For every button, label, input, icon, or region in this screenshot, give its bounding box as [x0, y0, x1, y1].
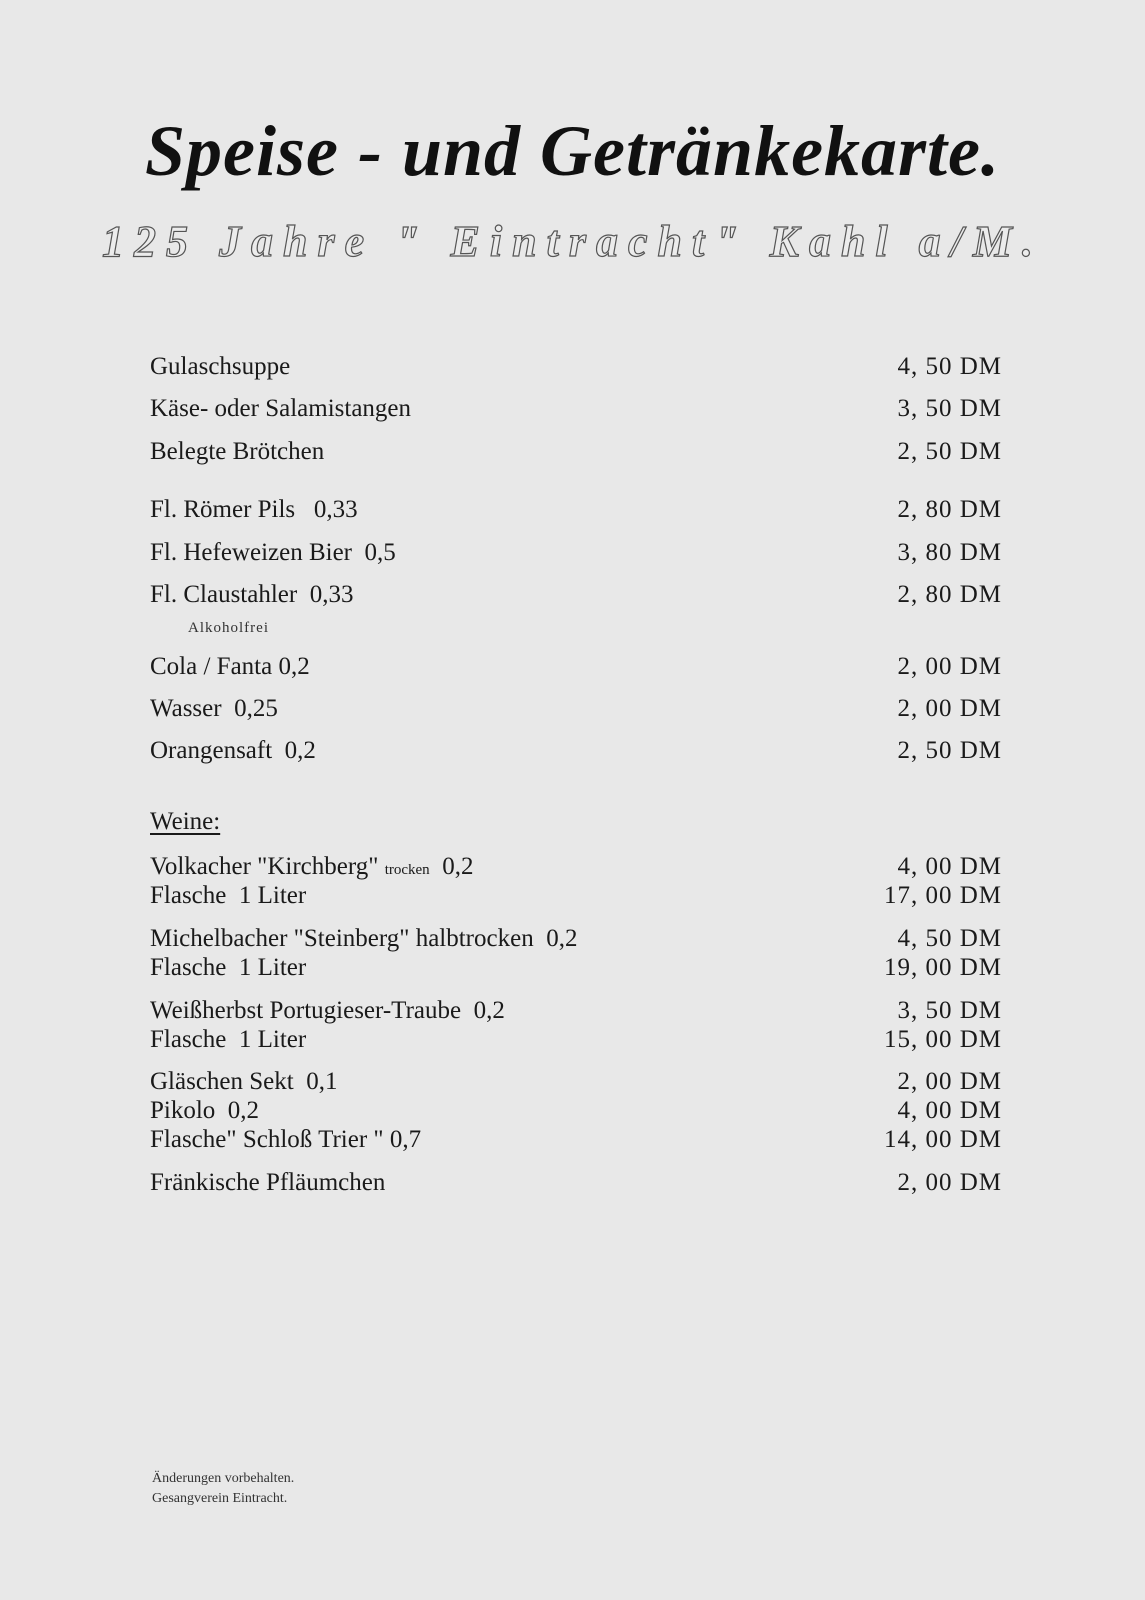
item-name: Flasche 1 Liter [150, 882, 307, 909]
menu-row [150, 924, 1002, 954]
menu-row [150, 1067, 1002, 1097]
item-price: 4, 50 DM [897, 353, 1002, 380]
item-name: Fl. Claustahler 0,33 [150, 581, 354, 608]
item-name: Fl. Hefeweizen Bier 0,5 [150, 539, 396, 566]
menu-row [150, 1096, 1002, 1126]
menu-row [150, 852, 1002, 882]
menu-row [150, 1168, 1002, 1198]
menu-row [150, 881, 1002, 911]
menu-row [150, 652, 1002, 682]
page-title: Speise - und Getränkekarte. [145, 111, 1000, 191]
item-price: 2, 50 DM [897, 438, 1002, 465]
item-price: 14, 00 DM [883, 1126, 1002, 1153]
item-name: Pikolo 0,2 [150, 1097, 260, 1124]
menu-row [150, 437, 1002, 467]
item-price: 15, 00 DM [883, 1026, 1002, 1053]
item-name: Flasche 1 Liter [150, 1026, 307, 1053]
item-price: 2, 80 DM [897, 581, 1002, 608]
item-name-part: 0,2 [429, 853, 474, 880]
footer-line-club: Gesangverein Eintracht. [152, 1491, 288, 1506]
menu-row [150, 495, 1002, 525]
item-name: Orangensaft 0,2 [150, 737, 316, 764]
item-price: 2, 00 DM [897, 1068, 1002, 1095]
menu-row [150, 394, 1002, 424]
footer-line-changes: Änderungen vorbehalten. [152, 1471, 295, 1486]
item-price: 4, 00 DM [897, 853, 1002, 880]
item-name: Cola / Fanta 0,2 [150, 653, 310, 680]
menu-row [150, 1025, 1002, 1055]
menu-row [150, 736, 1002, 766]
menu-row [150, 996, 1002, 1026]
item-price: 17, 00 DM [883, 882, 1002, 909]
menu-row [150, 538, 1002, 568]
page-subtitle: 125 Jahre " Eintracht" Kahl a/M. [102, 217, 1043, 266]
item-name: Fl. Römer Pils 0,33 [150, 496, 358, 523]
item-price: 2, 80 DM [897, 496, 1002, 523]
item-name: Gulaschsuppe [150, 353, 291, 380]
item-name-part: Volkacher "Kirchberg" [150, 853, 385, 880]
item-price: 2, 50 DM [897, 737, 1002, 764]
item-name: Käse- oder Salamistangen [150, 395, 412, 422]
item-price: 3, 50 DM [897, 395, 1002, 422]
item-name: Wasser 0,25 [150, 695, 278, 722]
item-price: 3, 80 DM [897, 539, 1002, 566]
item-name: Flasche 1 Liter [150, 954, 307, 981]
menu-row [150, 1125, 1002, 1155]
item-price: 4, 50 DM [897, 925, 1002, 952]
item-price: 4, 00 DM [897, 1097, 1002, 1124]
menu-row [150, 580, 1002, 610]
item-price: 2, 00 DM [897, 653, 1002, 680]
menu-row [150, 694, 1002, 724]
item-price: 2, 00 DM [897, 695, 1002, 722]
item-name: Flasche" Schloß Trier " 0,7 [150, 1126, 422, 1153]
item-name: Michelbacher "Steinberg" halbtrocken 0,2 [150, 925, 578, 952]
item-name: Fränkische Pfläumchen [150, 1169, 386, 1196]
item-name: Weißherbst Portugieser-Traube 0,2 [150, 997, 505, 1024]
item-price: 2, 00 DM [897, 1169, 1002, 1196]
item-price: 19, 00 DM [883, 954, 1002, 981]
menu-row [150, 953, 1002, 983]
item-name-small: trocken [384, 862, 430, 878]
item-name: Gläschen Sekt 0,1 [150, 1068, 338, 1095]
item-price: 3, 50 DM [897, 997, 1002, 1024]
footer-note [152, 1469, 294, 1509]
section-heading-wines: Weine: [150, 808, 221, 835]
menu-row [150, 352, 1002, 382]
item-name: Belegte Brötchen [150, 438, 325, 465]
item-note: Alkoholfrei [188, 620, 269, 636]
